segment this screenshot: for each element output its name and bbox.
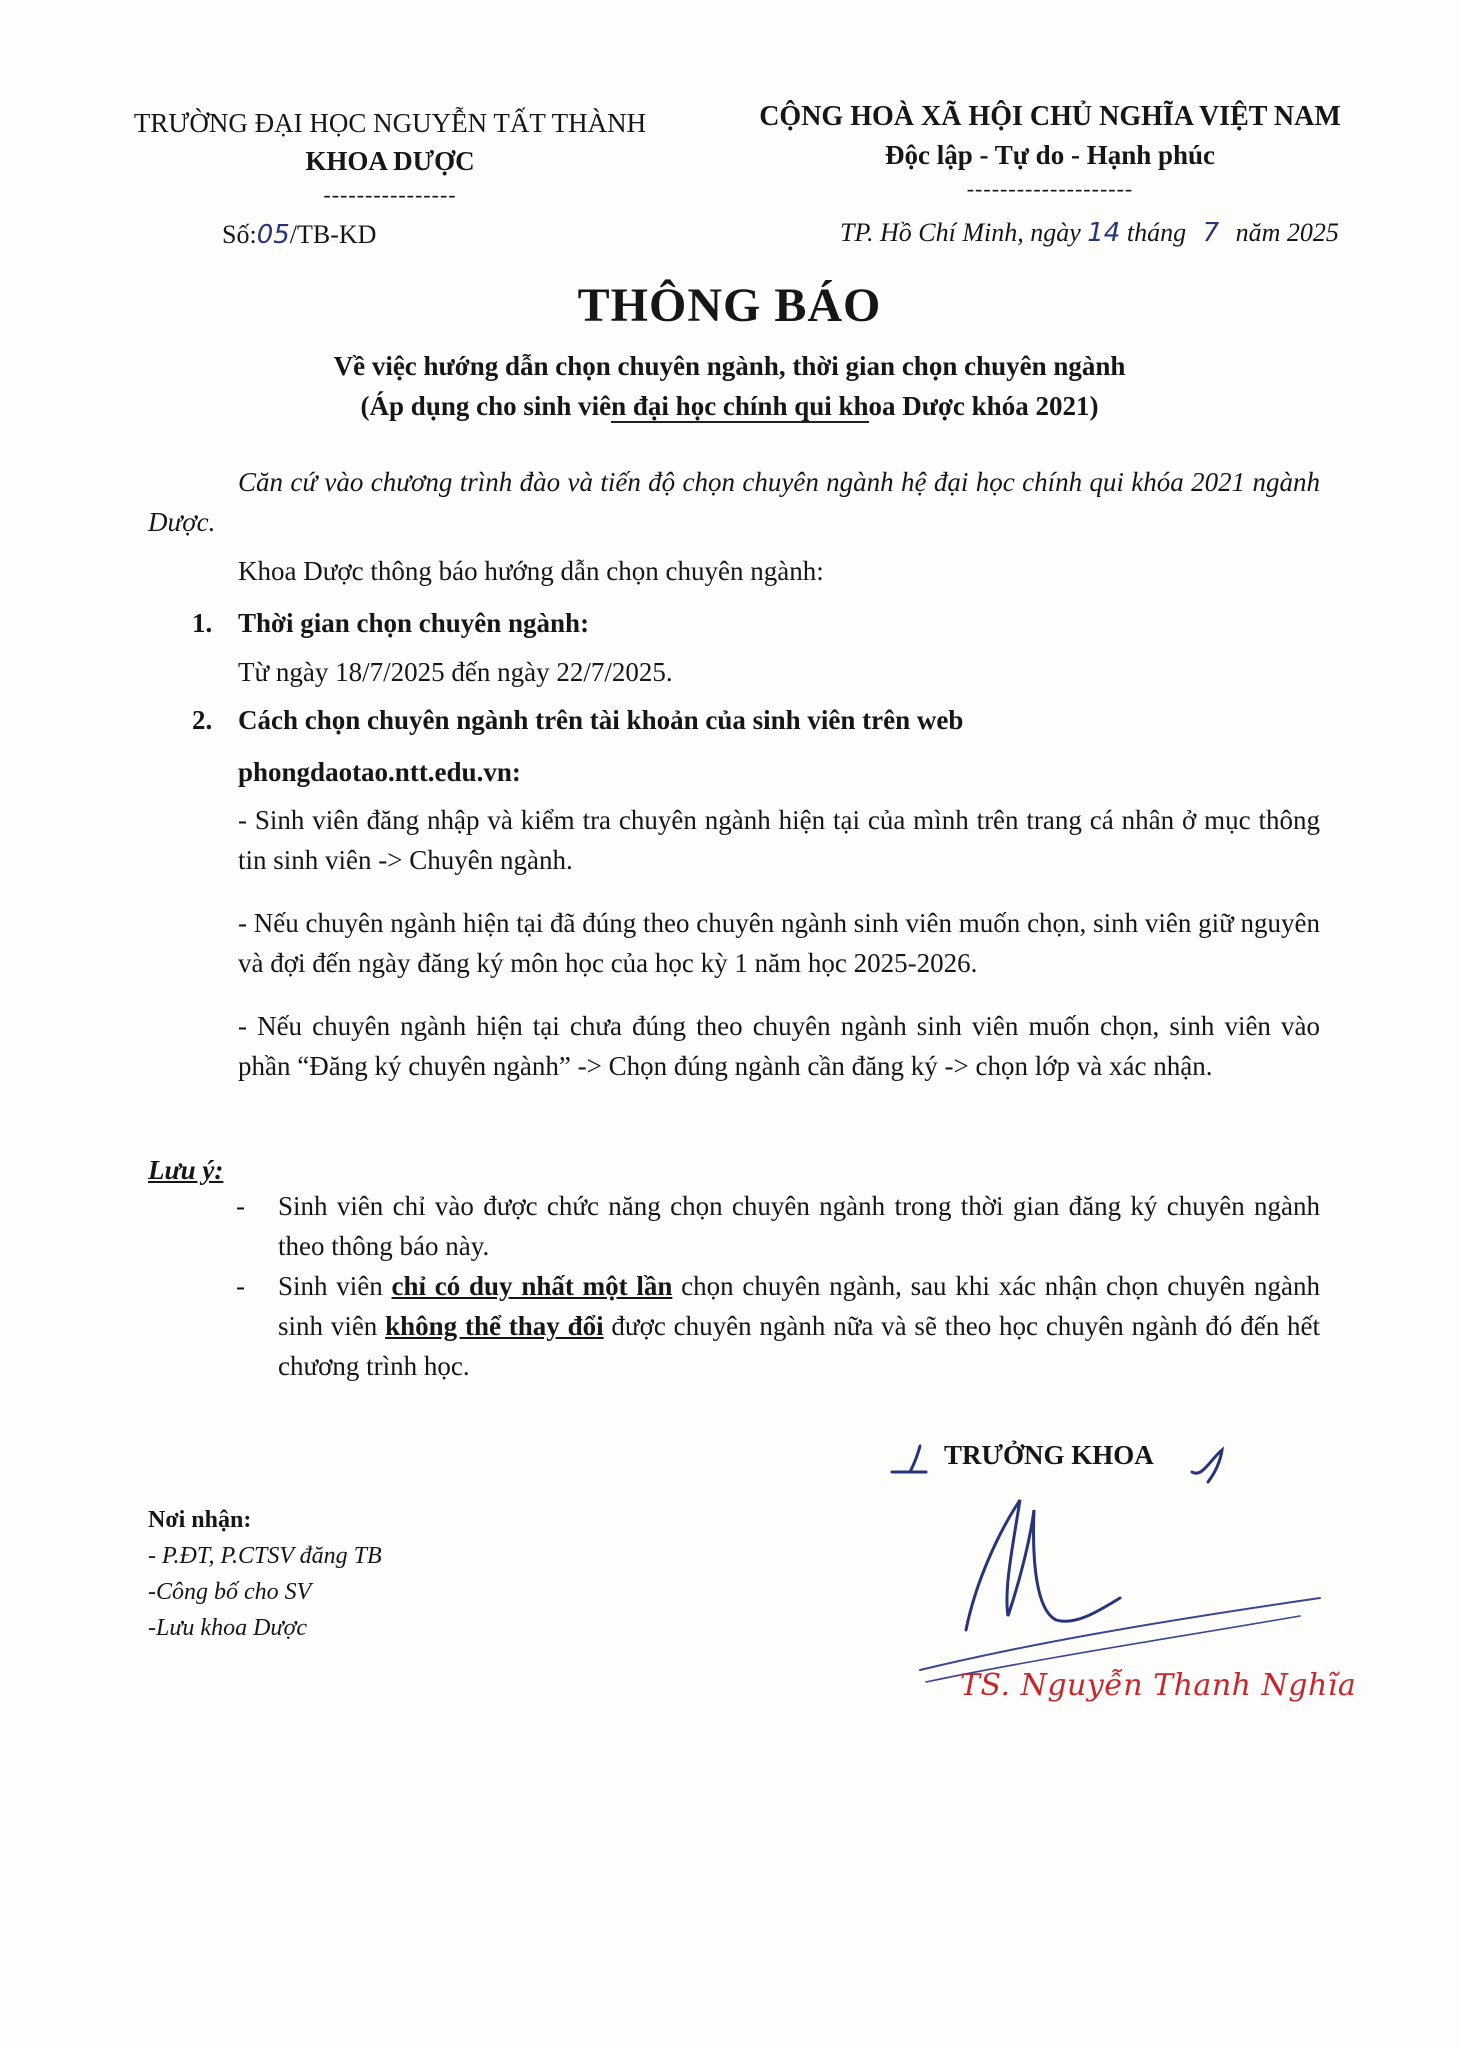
number-suffix: /TB-KD <box>289 220 377 249</box>
item-2-heading: Cách chọn chuyên ngành trên tài khoản của sinh viên trên web <box>238 705 964 735</box>
number-prefix: Số: <box>222 220 257 249</box>
handwritten-day: 14 <box>1087 218 1121 248</box>
note-1-dash: - <box>236 1191 245 1221</box>
subtitle-line-1: Về việc hướng dẫn chọn chuyên ngành, thời gian chọn chuyên ngành <box>333 351 1126 381</box>
subtitle-part-a: (Áp dụng cho sinh viê <box>360 391 612 421</box>
note-2-dash: - <box>236 1271 245 1301</box>
left-divider: ---------------- <box>323 182 457 207</box>
item-2-bullet-2: - Nếu chuyên ngành hiện tại đã đúng theo chuyên ngành sinh viên muốn chọn, sinh viên giữ nguyên và đợi đến ngày đăng ký môn học của học kỳ 1 năm học 2025-2026. <box>238 908 1320 978</box>
item-2-number: 2. <box>192 705 213 735</box>
recipient-item: - P.ĐT, P.CTSV đăng TB <box>148 1543 382 1569</box>
national-motto: Độc lập - Tự do - Hạnh phúc <box>884 140 1216 170</box>
note-2-emphasis-once: chỉ có duy nhất một lần <box>391 1271 673 1301</box>
note-2-part-a: Sinh viên <box>278 1271 392 1301</box>
university-name: TRƯỜNG ĐẠI HỌC NGUYỄN TẤT THÀNH <box>133 108 647 138</box>
department-name: KHOA DƯỢC <box>305 146 475 176</box>
signer-name: TS. Nguyễn Thanh Nghĩa <box>960 1668 1357 1703</box>
signature-title: TRƯỞNG KHOA <box>944 1440 1154 1470</box>
recipients-heading: Nơi nhận: <box>148 1507 252 1533</box>
notes-title: Lưu ý: <box>148 1155 224 1185</box>
document-date <box>840 218 1339 248</box>
intro-paragraph: Khoa Dược thông báo hướng dẫn chọn chuyên ngành: <box>238 556 824 586</box>
note-2-emphasis-cannot-change: không thể thay đổi <box>385 1311 604 1341</box>
subtitle-line-2 <box>0 386 1459 426</box>
item-1-text: Từ ngày 18/7/2025 đến ngày 22/7/2025. <box>238 657 673 687</box>
item-1-heading: Thời gian chọn chuyên ngành: <box>238 608 590 638</box>
recipient-item: -Lưu khoa Dược <box>148 1615 307 1641</box>
header-organization <box>100 104 680 210</box>
note-2-part-c: chọn chuyên ngành, sau khi xác nhận chọn chuyên ngành sinh viên <box>278 1271 1320 1341</box>
item-2-bullet-1: - Sinh viên đăng nhập và kiểm tra chuyên ngành hiện tại của mình trên trang cá nhân ở mục thông tin sinh viên -> Chuyên ngành. <box>238 805 1320 875</box>
subtitle-part-c: oa Dược khóa 2021) <box>868 391 1099 421</box>
subtitle-part-underlined: n đại học chính qui kh <box>611 391 869 421</box>
document-title: THÔNG BÁO <box>577 279 882 332</box>
date-prefix: TP. Hồ Chí Minh, ngày <box>840 218 1081 247</box>
basis-paragraph: Căn cứ vào chương trình đào và tiến độ chọn chuyên ngành hệ đại học chính qui khóa 2021 ngành Dược. <box>148 467 1320 537</box>
item-2-bullet-3: - Nếu chuyên ngành hiện tại chưa đúng theo chuyên ngành sinh viên muốn chọn, sinh viên vào phần “Đăng ký chuyên ngành” -> Chọn đúng ngành cần đăng ký -> chọn lớp và xác nhận. <box>238 1011 1320 1081</box>
item-1-number: 1. <box>192 608 213 638</box>
nation-name: CỘNG HOÀ XÃ HỘI CHỦ NGHĨA VIỆT NAM <box>759 101 1341 132</box>
handwritten-month: 7 <box>1202 218 1220 248</box>
recipients-block <box>148 1502 382 1646</box>
right-divider: -------------------- <box>966 176 1134 201</box>
header-nation <box>730 98 1370 204</box>
note-1-text: Sinh viên chỉ vào được chức năng chọn chuyên ngành trong thời gian đăng ký chuyên ngành theo thông báo này. <box>278 1191 1320 1261</box>
recipient-item: -Công bố cho SV <box>148 1579 312 1605</box>
document-subtitle <box>0 346 1459 426</box>
date-year: năm 2025 <box>1235 218 1339 247</box>
note-2-part-e: được chuyên ngành nữa và sẽ theo học chuyên ngành đó đến hết chương trình học. <box>278 1311 1320 1381</box>
date-month-label: tháng <box>1126 218 1187 247</box>
item-2-heading-url: phongdaotao.ntt.edu.vn: <box>238 757 521 787</box>
note-2-text <box>278 1266 1320 1386</box>
document-number <box>222 220 376 250</box>
handwritten-number: 05 <box>256 220 290 250</box>
